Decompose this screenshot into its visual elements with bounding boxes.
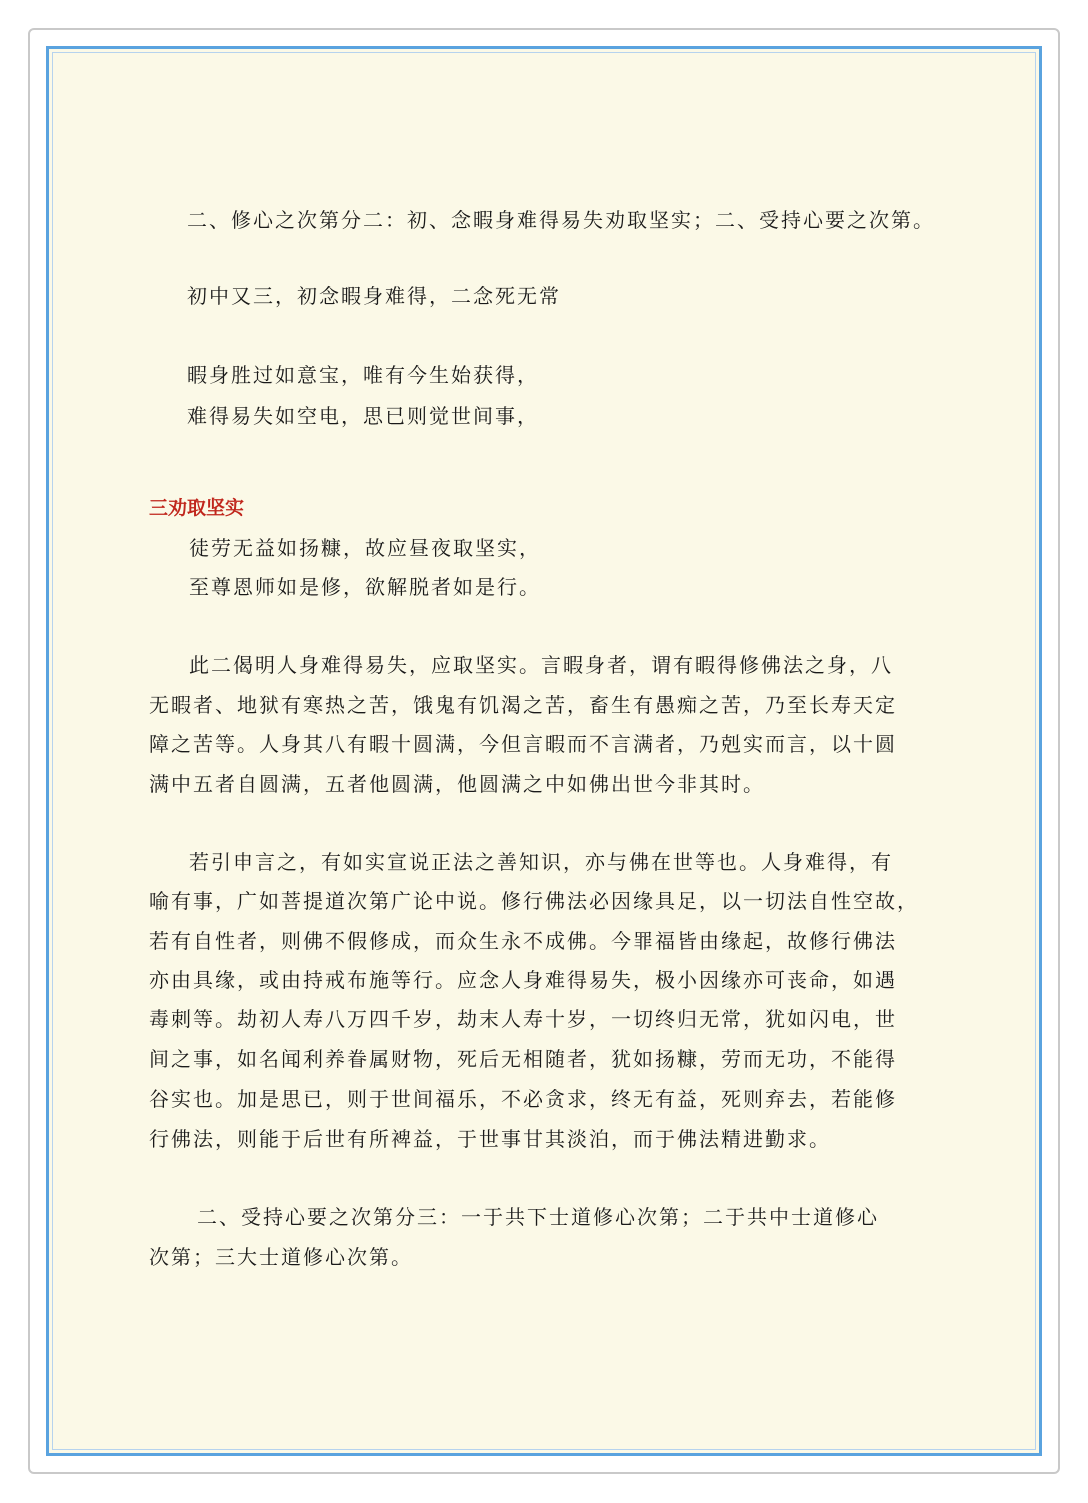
paragraph1-line-1: 此二偈明人身难得易失，应取坚实。言暇身者，谓有暇得修佛法之身，八 (189, 653, 893, 677)
verse1-line-2: 难得易失如空电，思已则觉世间事， (187, 404, 539, 428)
section-heading: 三劝取坚实 (149, 497, 245, 519)
paragraph2-line-7: 谷实也。加是思已，则于世间福乐，不必贪求，终无有益，死则弃去，若能修 (149, 1087, 897, 1111)
paragraph2-line-8: 行佛法，则能于后世有所裨益，于世事甘其淡泊，而于佛法精进勤求。 (149, 1127, 831, 1151)
paragraph1-line-3: 障之苦等。人身其八有暇十圆满，今但言暇而不言满者，乃剋实而言，以十圆 (149, 732, 897, 756)
intro-line-2: 初中又三，初念暇身难得，二念死无常 (187, 284, 561, 308)
verse2-line-2: 至尊恩师如是修，欲解脱者如是行。 (189, 575, 541, 599)
document-page (46, 46, 1042, 1456)
paragraph2-line-1: 若引申言之，有如实宣说正法之善知识，亦与佛在世等也。人身难得，有 (189, 850, 893, 874)
paragraph2-line-3: 若有自性者，则佛不假修成，而众生永不成佛。今罪福皆由缘起，故修行佛法 (149, 929, 897, 953)
intro-line-1: 二、修心之次第分二：初、念暇身难得易失劝取坚实；二、受持心要之次第。 (187, 208, 935, 232)
paragraph2-line-5: 毒刺等。劫初人寿八万四千岁，劫末人寿十岁，一切终归无常，犹如闪电，世 (149, 1007, 897, 1031)
paragraph2-line-2: 喻有事，广如菩提道次第广论中说。修行佛法必因缘具足，以一切法自性空故， (149, 889, 919, 913)
verse1-line-1: 暇身胜过如意宝，唯有今生始获得， (187, 363, 539, 387)
paragraph3-line-2: 次第；三大士道修心次第。 (149, 1245, 413, 1269)
paragraph2-line-6: 间之事，如名闻利养眷属财物，死后无相随者，犹如扬糠，劳而无功，不能得 (149, 1047, 897, 1071)
paragraph1-line-4: 满中五者自圆满，五者他圆满，他圆满之中如佛出世今非其时。 (149, 772, 765, 796)
verse2-line-1: 徒劳无益如扬糠，故应昼夜取坚实， (189, 536, 541, 560)
paragraph1-line-2: 无暇者、地狱有寒热之苦，饿鬼有饥渴之苦，畜生有愚痴之苦，乃至长寿天定 (149, 693, 897, 717)
paragraph2-line-4: 亦由具缘，或由持戒布施等行。应念人身难得易失，极小因缘亦可丧命，如遇 (149, 968, 897, 992)
paragraph3-line-1: 二、受持心要之次第分三：一于共下士道修心次第；二于共中士道修心 (197, 1205, 879, 1229)
